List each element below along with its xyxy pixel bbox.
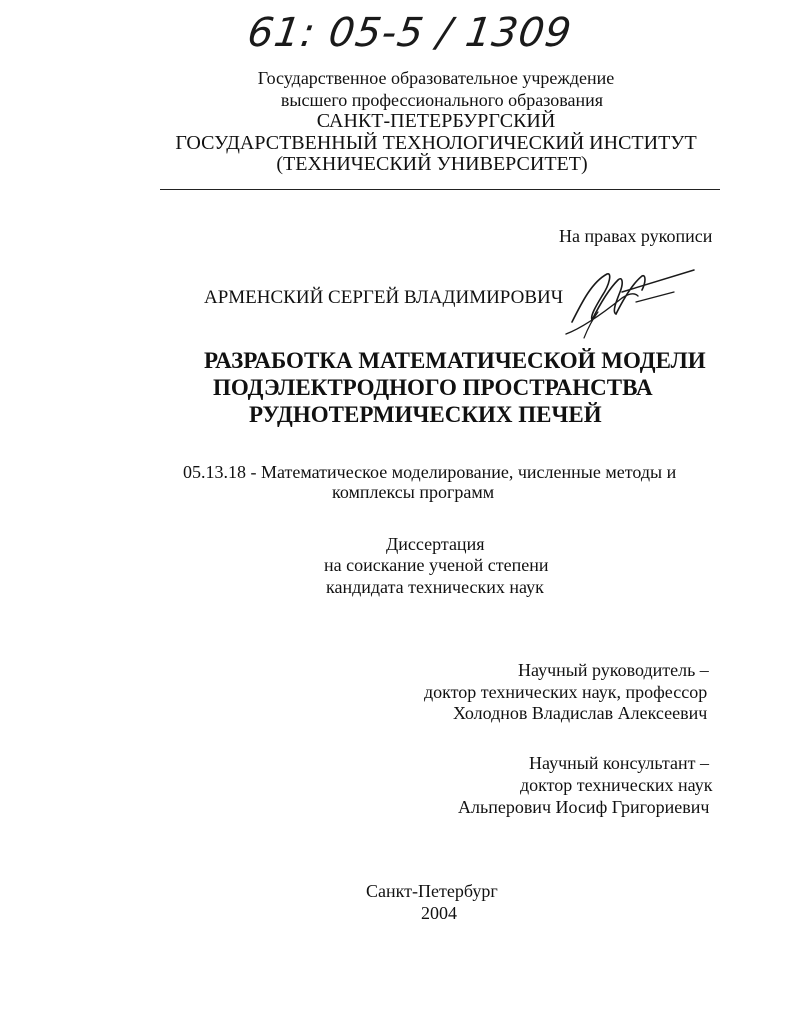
specialty-line-2: комплексы программ (332, 482, 495, 502)
dissertation-line-3: кандидата технических наук (326, 577, 544, 597)
institution-line-3: САНКТ-ПЕТЕРБУРГСКИЙ (316, 110, 556, 132)
institution-line-5: (ТЕХНИЧЕСКИЙ УНИВЕРСИТЕТ) (276, 153, 588, 175)
consultant-role: Научный консультант – (529, 753, 709, 773)
author-name: АРМЕНСКИЙ СЕРГЕЙ ВЛАДИМИРОВИЧ (204, 287, 564, 308)
consultant-name: Альперович Иосиф Григориевич (458, 797, 710, 817)
consultant-degree: доктор технических наук (520, 775, 713, 795)
header-divider (160, 189, 720, 190)
supervisor-degree: доктор технических наук, профессор (424, 682, 708, 702)
title-line-2: ПОДЭЛЕКТРОДНОГО ПРОСТРАНСТВА (213, 375, 653, 400)
institution-line-4: ГОСУДАРСТВЕННЫЙ ТЕХНОЛОГИЧЕСКИЙ ИНСТИТУТ (175, 132, 697, 154)
dissertation-line-1: Диссертация (386, 534, 485, 554)
supervisor-name: Холоднов Владислав Алексеевич (453, 703, 708, 723)
city: Санкт-Петербург (366, 881, 498, 901)
year: 2004 (421, 903, 457, 923)
title-line-3: РУДНОТЕРМИЧЕСКИХ ПЕЧЕЙ (249, 402, 602, 427)
institution-line-2: высшего профессионального образования (280, 90, 604, 110)
title-line-1: РАЗРАБОТКА МАТЕМАТИЧЕСКОЙ МОДЕЛИ (204, 348, 706, 373)
signature (562, 262, 702, 342)
manuscript-note: На правах рукописи (559, 226, 713, 246)
specialty-line-1: 05.13.18 - Математическое моделирование, численные методы и (183, 462, 677, 482)
dissertation-line-2: на соискание ученой степени (324, 555, 549, 575)
archive-number: 61: 05-5 / 1309 (244, 10, 575, 56)
supervisor-role: Научный руководитель – (518, 660, 709, 680)
institution-line-1: Государственное образовательное учреждение (257, 68, 615, 88)
